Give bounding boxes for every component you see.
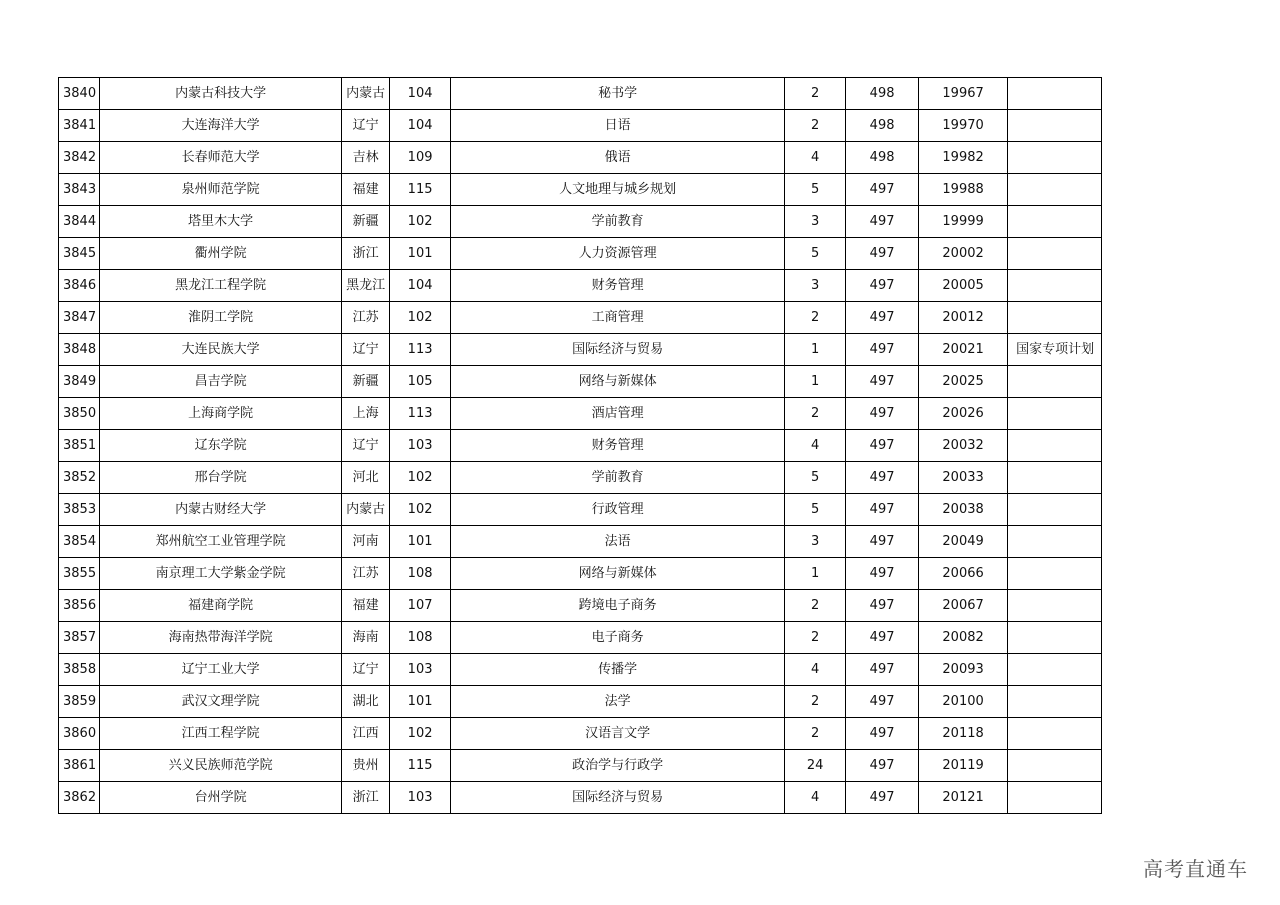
rank-cell: 20012 [919, 302, 1008, 334]
table-row [59, 334, 1102, 366]
school-name-cell: 兴义民族师范学院 [100, 750, 342, 782]
row-number-cell: 3858 [59, 654, 100, 686]
admission-table [58, 77, 1102, 814]
school-name-cell: 江西工程学院 [100, 718, 342, 750]
plan-count-cell: 2 [785, 622, 846, 654]
table-row [59, 206, 1102, 238]
group-code-cell: 108 [390, 622, 451, 654]
watermark-text: 高考直通车 [1143, 857, 1248, 881]
group-code-cell: 104 [390, 270, 451, 302]
min-score-cell: 497 [846, 430, 919, 462]
school-name-cell: 上海商学院 [100, 398, 342, 430]
major-name-cell: 国际经济与贸易 [451, 782, 785, 814]
table-row [59, 238, 1102, 270]
plan-count-cell: 1 [785, 334, 846, 366]
rank-cell: 20082 [919, 622, 1008, 654]
group-code-cell: 102 [390, 302, 451, 334]
rank-cell: 19988 [919, 174, 1008, 206]
major-name-cell: 工商管理 [451, 302, 785, 334]
rank-cell: 19982 [919, 142, 1008, 174]
table-row [59, 622, 1102, 654]
table-row [59, 686, 1102, 718]
group-code-cell: 101 [390, 238, 451, 270]
table-row [59, 270, 1102, 302]
major-name-cell: 人文地理与城乡规划 [451, 174, 785, 206]
rank-cell: 19967 [919, 78, 1008, 110]
group-code-cell: 105 [390, 366, 451, 398]
note-cell [1008, 654, 1102, 686]
row-number-cell: 3846 [59, 270, 100, 302]
note-cell [1008, 238, 1102, 270]
major-name-cell: 法语 [451, 526, 785, 558]
rank-cell: 20021 [919, 334, 1008, 366]
major-name-cell: 国际经济与贸易 [451, 334, 785, 366]
row-number-cell: 3856 [59, 590, 100, 622]
school-name-cell: 海南热带海洋学院 [100, 622, 342, 654]
table-row [59, 462, 1102, 494]
province-cell: 海南 [342, 622, 390, 654]
row-number-cell: 3840 [59, 78, 100, 110]
min-score-cell: 497 [846, 654, 919, 686]
major-name-cell: 电子商务 [451, 622, 785, 654]
rank-cell: 20005 [919, 270, 1008, 302]
min-score-cell: 497 [846, 238, 919, 270]
group-code-cell: 103 [390, 654, 451, 686]
rank-cell: 20038 [919, 494, 1008, 526]
school-name-cell: 台州学院 [100, 782, 342, 814]
min-score-cell: 497 [846, 782, 919, 814]
province-cell: 内蒙古 [342, 78, 390, 110]
group-code-cell: 104 [390, 110, 451, 142]
min-score-cell: 497 [846, 686, 919, 718]
province-cell: 浙江 [342, 782, 390, 814]
province-cell: 河北 [342, 462, 390, 494]
province-cell: 黑龙江 [342, 270, 390, 302]
min-score-cell: 497 [846, 366, 919, 398]
province-cell: 福建 [342, 174, 390, 206]
school-name-cell: 黑龙江工程学院 [100, 270, 342, 302]
rank-cell: 20121 [919, 782, 1008, 814]
province-cell: 上海 [342, 398, 390, 430]
group-code-cell: 108 [390, 558, 451, 590]
province-cell: 江苏 [342, 558, 390, 590]
major-name-cell: 人力资源管理 [451, 238, 785, 270]
major-name-cell: 传播学 [451, 654, 785, 686]
note-cell [1008, 206, 1102, 238]
group-code-cell: 104 [390, 78, 451, 110]
school-name-cell: 邢台学院 [100, 462, 342, 494]
rank-cell: 20026 [919, 398, 1008, 430]
plan-count-cell: 5 [785, 462, 846, 494]
row-number-cell: 3848 [59, 334, 100, 366]
row-number-cell: 3859 [59, 686, 100, 718]
rank-cell: 20033 [919, 462, 1008, 494]
rank-cell: 20002 [919, 238, 1008, 270]
province-cell: 新疆 [342, 366, 390, 398]
min-score-cell: 498 [846, 78, 919, 110]
plan-count-cell: 2 [785, 686, 846, 718]
school-name-cell: 塔里木大学 [100, 206, 342, 238]
plan-count-cell: 2 [785, 78, 846, 110]
school-name-cell: 内蒙古科技大学 [100, 78, 342, 110]
school-name-cell: 衢州学院 [100, 238, 342, 270]
min-score-cell: 497 [846, 622, 919, 654]
major-name-cell: 网络与新媒体 [451, 558, 785, 590]
note-cell [1008, 526, 1102, 558]
major-name-cell: 秘书学 [451, 78, 785, 110]
min-score-cell: 497 [846, 526, 919, 558]
group-code-cell: 102 [390, 206, 451, 238]
note-cell [1008, 718, 1102, 750]
note-cell [1008, 366, 1102, 398]
school-name-cell: 内蒙古财经大学 [100, 494, 342, 526]
row-number-cell: 3853 [59, 494, 100, 526]
note-cell [1008, 686, 1102, 718]
row-number-cell: 3845 [59, 238, 100, 270]
rank-cell: 20100 [919, 686, 1008, 718]
province-cell: 吉林 [342, 142, 390, 174]
province-cell: 福建 [342, 590, 390, 622]
group-code-cell: 102 [390, 462, 451, 494]
school-name-cell: 淮阴工学院 [100, 302, 342, 334]
group-code-cell: 101 [390, 686, 451, 718]
note-cell [1008, 270, 1102, 302]
min-score-cell: 498 [846, 110, 919, 142]
rank-cell: 20066 [919, 558, 1008, 590]
min-score-cell: 497 [846, 558, 919, 590]
major-name-cell: 行政管理 [451, 494, 785, 526]
group-code-cell: 109 [390, 142, 451, 174]
plan-count-cell: 3 [785, 206, 846, 238]
note-cell [1008, 142, 1102, 174]
table-row [59, 782, 1102, 814]
row-number-cell: 3851 [59, 430, 100, 462]
school-name-cell: 昌吉学院 [100, 366, 342, 398]
min-score-cell: 497 [846, 718, 919, 750]
note-cell [1008, 558, 1102, 590]
major-name-cell: 学前教育 [451, 462, 785, 494]
plan-count-cell: 5 [785, 494, 846, 526]
row-number-cell: 3855 [59, 558, 100, 590]
group-code-cell: 102 [390, 718, 451, 750]
table-row [59, 174, 1102, 206]
note-cell [1008, 494, 1102, 526]
major-name-cell: 俄语 [451, 142, 785, 174]
group-code-cell: 107 [390, 590, 451, 622]
row-number-cell: 3844 [59, 206, 100, 238]
plan-count-cell: 5 [785, 238, 846, 270]
row-number-cell: 3860 [59, 718, 100, 750]
plan-count-cell: 4 [785, 782, 846, 814]
table-row [59, 398, 1102, 430]
province-cell: 新疆 [342, 206, 390, 238]
row-number-cell: 3857 [59, 622, 100, 654]
note-cell [1008, 174, 1102, 206]
major-name-cell: 财务管理 [451, 270, 785, 302]
note-cell [1008, 430, 1102, 462]
table-row [59, 110, 1102, 142]
province-cell: 贵州 [342, 750, 390, 782]
table-row [59, 366, 1102, 398]
plan-count-cell: 2 [785, 398, 846, 430]
school-name-cell: 辽宁工业大学 [100, 654, 342, 686]
province-cell: 江西 [342, 718, 390, 750]
plan-count-cell: 3 [785, 270, 846, 302]
plan-count-cell: 1 [785, 366, 846, 398]
row-number-cell: 3850 [59, 398, 100, 430]
group-code-cell: 101 [390, 526, 451, 558]
rank-cell: 20093 [919, 654, 1008, 686]
row-number-cell: 3854 [59, 526, 100, 558]
major-name-cell: 跨境电子商务 [451, 590, 785, 622]
plan-count-cell: 4 [785, 142, 846, 174]
plan-count-cell: 2 [785, 718, 846, 750]
school-name-cell: 郑州航空工业管理学院 [100, 526, 342, 558]
province-cell: 辽宁 [342, 654, 390, 686]
school-name-cell: 泉州师范学院 [100, 174, 342, 206]
plan-count-cell: 2 [785, 110, 846, 142]
province-cell: 辽宁 [342, 334, 390, 366]
row-number-cell: 3842 [59, 142, 100, 174]
group-code-cell: 103 [390, 430, 451, 462]
table-row [59, 142, 1102, 174]
school-name-cell: 大连海洋大学 [100, 110, 342, 142]
min-score-cell: 497 [846, 334, 919, 366]
major-name-cell: 财务管理 [451, 430, 785, 462]
row-number-cell: 3861 [59, 750, 100, 782]
school-name-cell: 南京理工大学紫金学院 [100, 558, 342, 590]
major-name-cell: 酒店管理 [451, 398, 785, 430]
row-number-cell: 3862 [59, 782, 100, 814]
school-name-cell: 长春师范大学 [100, 142, 342, 174]
table-row [59, 430, 1102, 462]
province-cell: 辽宁 [342, 110, 390, 142]
min-score-cell: 497 [846, 462, 919, 494]
group-code-cell: 113 [390, 334, 451, 366]
group-code-cell: 103 [390, 782, 451, 814]
province-cell: 辽宁 [342, 430, 390, 462]
row-number-cell: 3847 [59, 302, 100, 334]
school-name-cell: 大连民族大学 [100, 334, 342, 366]
rank-cell: 20049 [919, 526, 1008, 558]
min-score-cell: 497 [846, 206, 919, 238]
rank-cell: 20067 [919, 590, 1008, 622]
note-cell [1008, 590, 1102, 622]
min-score-cell: 497 [846, 174, 919, 206]
school-name-cell: 辽东学院 [100, 430, 342, 462]
province-cell: 湖北 [342, 686, 390, 718]
note-cell [1008, 782, 1102, 814]
note-cell [1008, 110, 1102, 142]
min-score-cell: 497 [846, 270, 919, 302]
rank-cell: 20025 [919, 366, 1008, 398]
rank-cell: 20032 [919, 430, 1008, 462]
rank-cell: 19999 [919, 206, 1008, 238]
province-cell: 内蒙古 [342, 494, 390, 526]
table-row [59, 590, 1102, 622]
table-row [59, 654, 1102, 686]
major-name-cell: 法学 [451, 686, 785, 718]
plan-count-cell: 4 [785, 430, 846, 462]
note-cell [1008, 78, 1102, 110]
min-score-cell: 498 [846, 142, 919, 174]
min-score-cell: 497 [846, 398, 919, 430]
note-cell [1008, 302, 1102, 334]
note-cell: 国家专项计划 [1008, 334, 1102, 366]
major-name-cell: 网络与新媒体 [451, 366, 785, 398]
rank-cell: 20119 [919, 750, 1008, 782]
group-code-cell: 115 [390, 750, 451, 782]
plan-count-cell: 5 [785, 174, 846, 206]
row-number-cell: 3843 [59, 174, 100, 206]
group-code-cell: 113 [390, 398, 451, 430]
row-number-cell: 3852 [59, 462, 100, 494]
min-score-cell: 497 [846, 494, 919, 526]
table-row [59, 718, 1102, 750]
note-cell [1008, 398, 1102, 430]
major-name-cell: 政治学与行政学 [451, 750, 785, 782]
province-cell: 江苏 [342, 302, 390, 334]
school-name-cell: 福建商学院 [100, 590, 342, 622]
table-row [59, 78, 1102, 110]
table-row [59, 750, 1102, 782]
plan-count-cell: 2 [785, 302, 846, 334]
province-cell: 浙江 [342, 238, 390, 270]
table-row [59, 558, 1102, 590]
table-body [59, 78, 1102, 814]
plan-count-cell: 4 [785, 654, 846, 686]
note-cell [1008, 462, 1102, 494]
row-number-cell: 3841 [59, 110, 100, 142]
row-number-cell: 3849 [59, 366, 100, 398]
table-row [59, 494, 1102, 526]
table-row [59, 526, 1102, 558]
school-name-cell: 武汉文理学院 [100, 686, 342, 718]
major-name-cell: 学前教育 [451, 206, 785, 238]
plan-count-cell: 3 [785, 526, 846, 558]
plan-count-cell: 24 [785, 750, 846, 782]
group-code-cell: 102 [390, 494, 451, 526]
group-code-cell: 115 [390, 174, 451, 206]
note-cell [1008, 750, 1102, 782]
rank-cell: 20118 [919, 718, 1008, 750]
plan-count-cell: 2 [785, 590, 846, 622]
min-score-cell: 497 [846, 302, 919, 334]
major-name-cell: 日语 [451, 110, 785, 142]
table-row [59, 302, 1102, 334]
province-cell: 河南 [342, 526, 390, 558]
min-score-cell: 497 [846, 750, 919, 782]
note-cell [1008, 622, 1102, 654]
rank-cell: 19970 [919, 110, 1008, 142]
major-name-cell: 汉语言文学 [451, 718, 785, 750]
min-score-cell: 497 [846, 590, 919, 622]
plan-count-cell: 1 [785, 558, 846, 590]
